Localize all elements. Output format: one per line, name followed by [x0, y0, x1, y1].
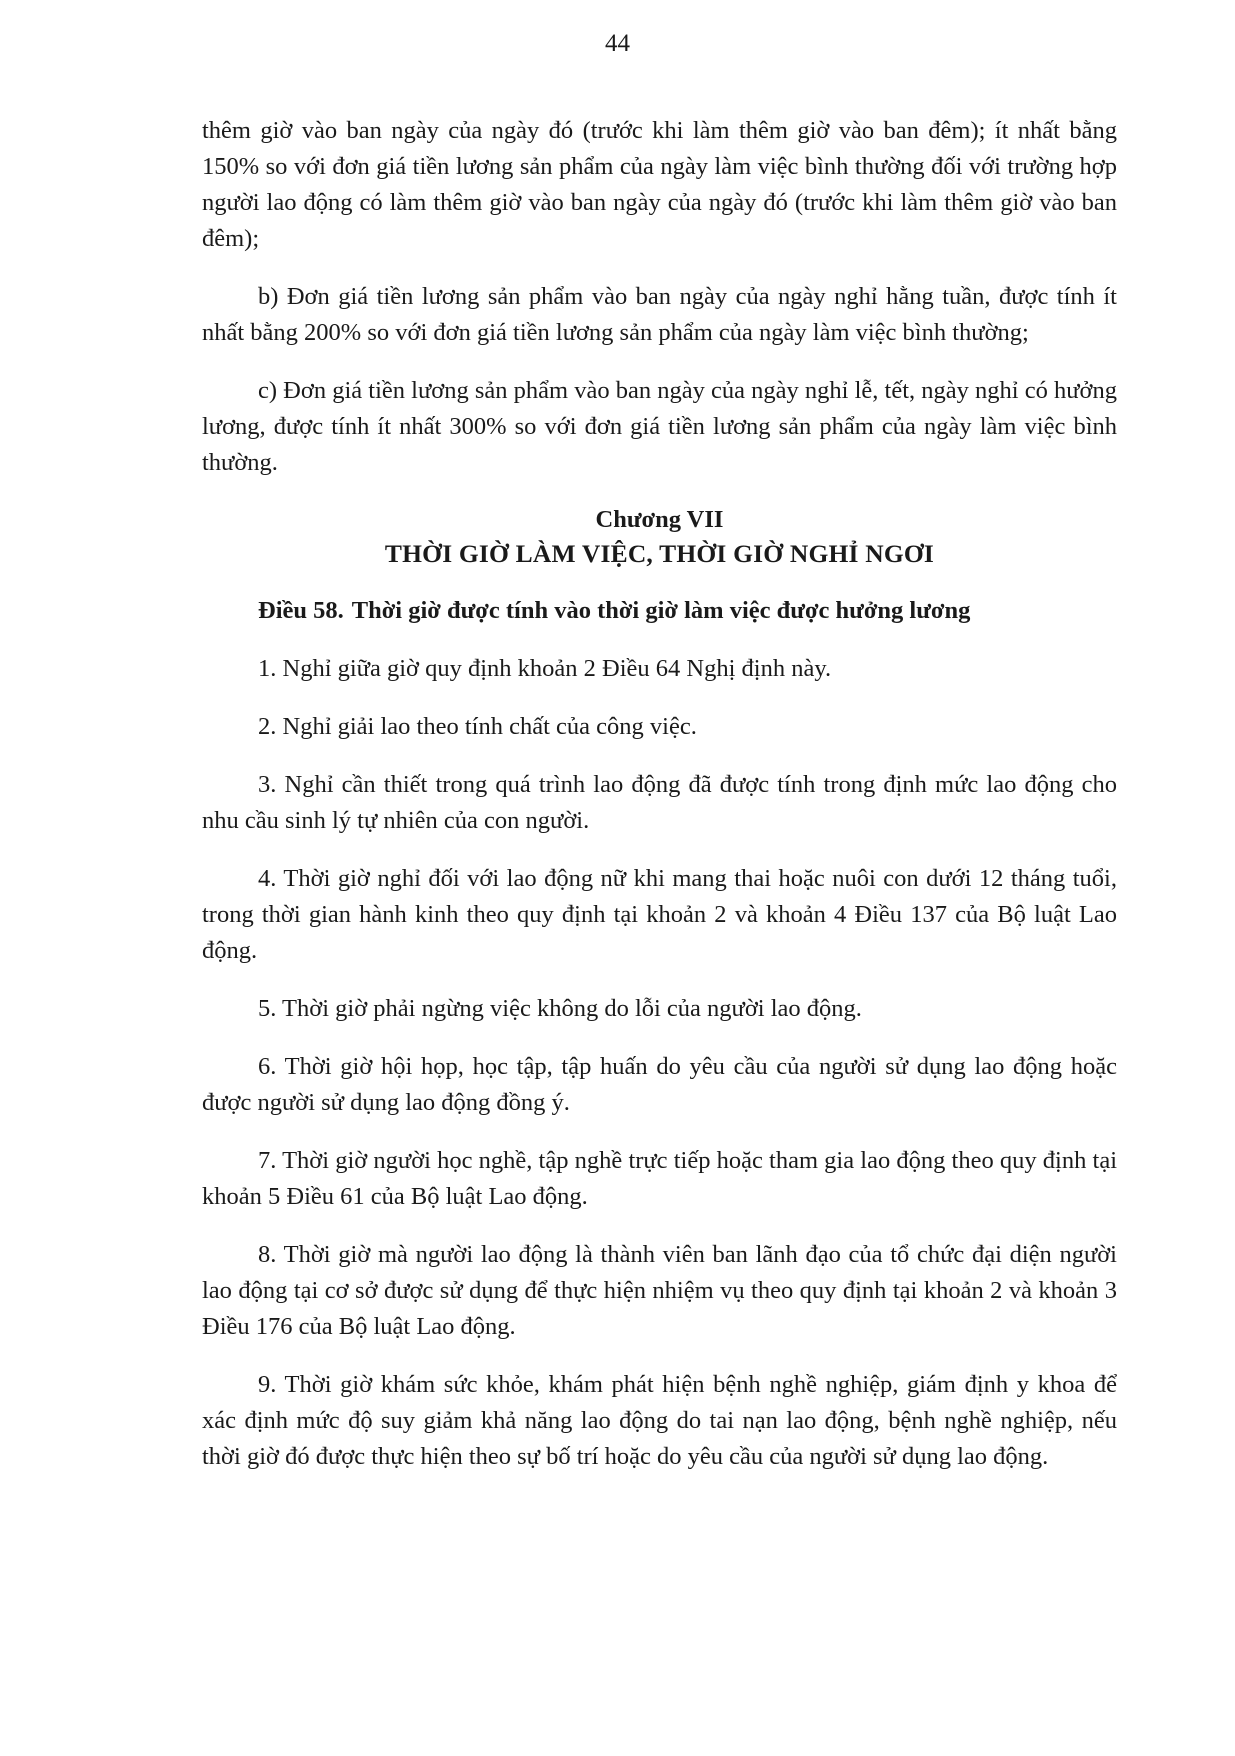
- list-item: 2. Nghỉ giải lao theo tính chất của công việc.: [258, 713, 697, 740]
- paragraph-continuation: thêm giờ vào ban ngày của ngày đó (trước khi làm thêm giờ vào ban đêm); ít nhất bằng 150% so với đơn giá tiền lương sản phẩm của ngày làm việc bình thường đối với trường hợp người lao động có làm thêm giờ vào ban ngày của ngày đó (trước khi làm thêm giờ vào ban đêm);: [202, 117, 1117, 252]
- article-number: Điều 58.: [258, 597, 344, 624]
- list-item: 4. Thời giờ nghỉ đối với lao động nữ khi mang thai hoặc nuôi con dưới 12 tháng tuổi, trong thời gian hành kinh theo quy định tại khoản 2 và khoản 4 Điều 137 của Bộ luật Lao động.: [202, 865, 1117, 964]
- chapter-heading: [202, 503, 1117, 571]
- paragraph-point-c: c) Đơn giá tiền lương sản phẩm vào ban ngày của ngày nghỉ lễ, tết, ngày nghỉ có hưởng lương, được tính ít nhất 300% so với đơn giá tiền lương sản phẩm của ngày làm việc bình thường.: [202, 377, 1117, 476]
- list-item: 8. Thời giờ mà người lao động là thành viên ban lãnh đạo của tổ chức đại diện người lao động tại cơ sở được sử dụng để thực hiện nhiệm vụ theo quy định tại khoản 2 và khoản 3 Điều 176 của Bộ luật Lao động.: [202, 1241, 1117, 1340]
- list-item: 1. Nghỉ giữa giờ quy định khoản 2 Điều 64 Nghị định này.: [258, 655, 832, 682]
- list-item: 5. Thời giờ phải ngừng việc không do lỗi của người lao động.: [258, 995, 862, 1022]
- list-item: 9. Thời giờ khám sức khỏe, khám phát hiện bệnh nghề nghiệp, giám định y khoa để xác định mức độ suy giảm khả năng lao động do tai nạn lao động, bệnh nghề nghiệp, nếu thời giờ đó được thực hiện theo sự bố trí hoặc do yêu cầu của người sử dụng lao động.: [202, 1371, 1117, 1470]
- list-item: 6. Thời giờ hội họp, học tập, tập huấn do yêu cầu của người sử dụng lao động hoặc được người sử dụng lao động đồng ý.: [202, 1053, 1117, 1116]
- article-title: Thời giờ được tính vào thời giờ làm việc được hưởng lương: [351, 597, 971, 624]
- chapter-label: Chương VII: [595, 506, 724, 533]
- page-number: 44: [605, 30, 630, 57]
- paragraph-point-b: b) Đơn giá tiền lương sản phẩm vào ban ngày của ngày nghỉ hằng tuần, được tính ít nhất bằng 200% so với đơn giá tiền lương sản phẩm của ngày làm việc bình thường;: [202, 283, 1117, 346]
- list-item: 7. Thời giờ người học nghề, tập nghề trực tiếp hoặc tham gia lao động theo quy định tại khoản 5 Điều 61 của Bộ luật Lao động.: [202, 1147, 1117, 1210]
- document-body: [202, 113, 1117, 1497]
- chapter-title: THỜI GIỜ LÀM VIỆC, THỜI GIỜ NGHỈ NGƠI: [384, 539, 935, 568]
- list-item: 3. Nghỉ cần thiết trong quá trình lao động đã được tính trong định mức lao động cho nhu cầu sinh lý tự nhiên của con người.: [202, 771, 1117, 834]
- article-heading: [202, 593, 1117, 629]
